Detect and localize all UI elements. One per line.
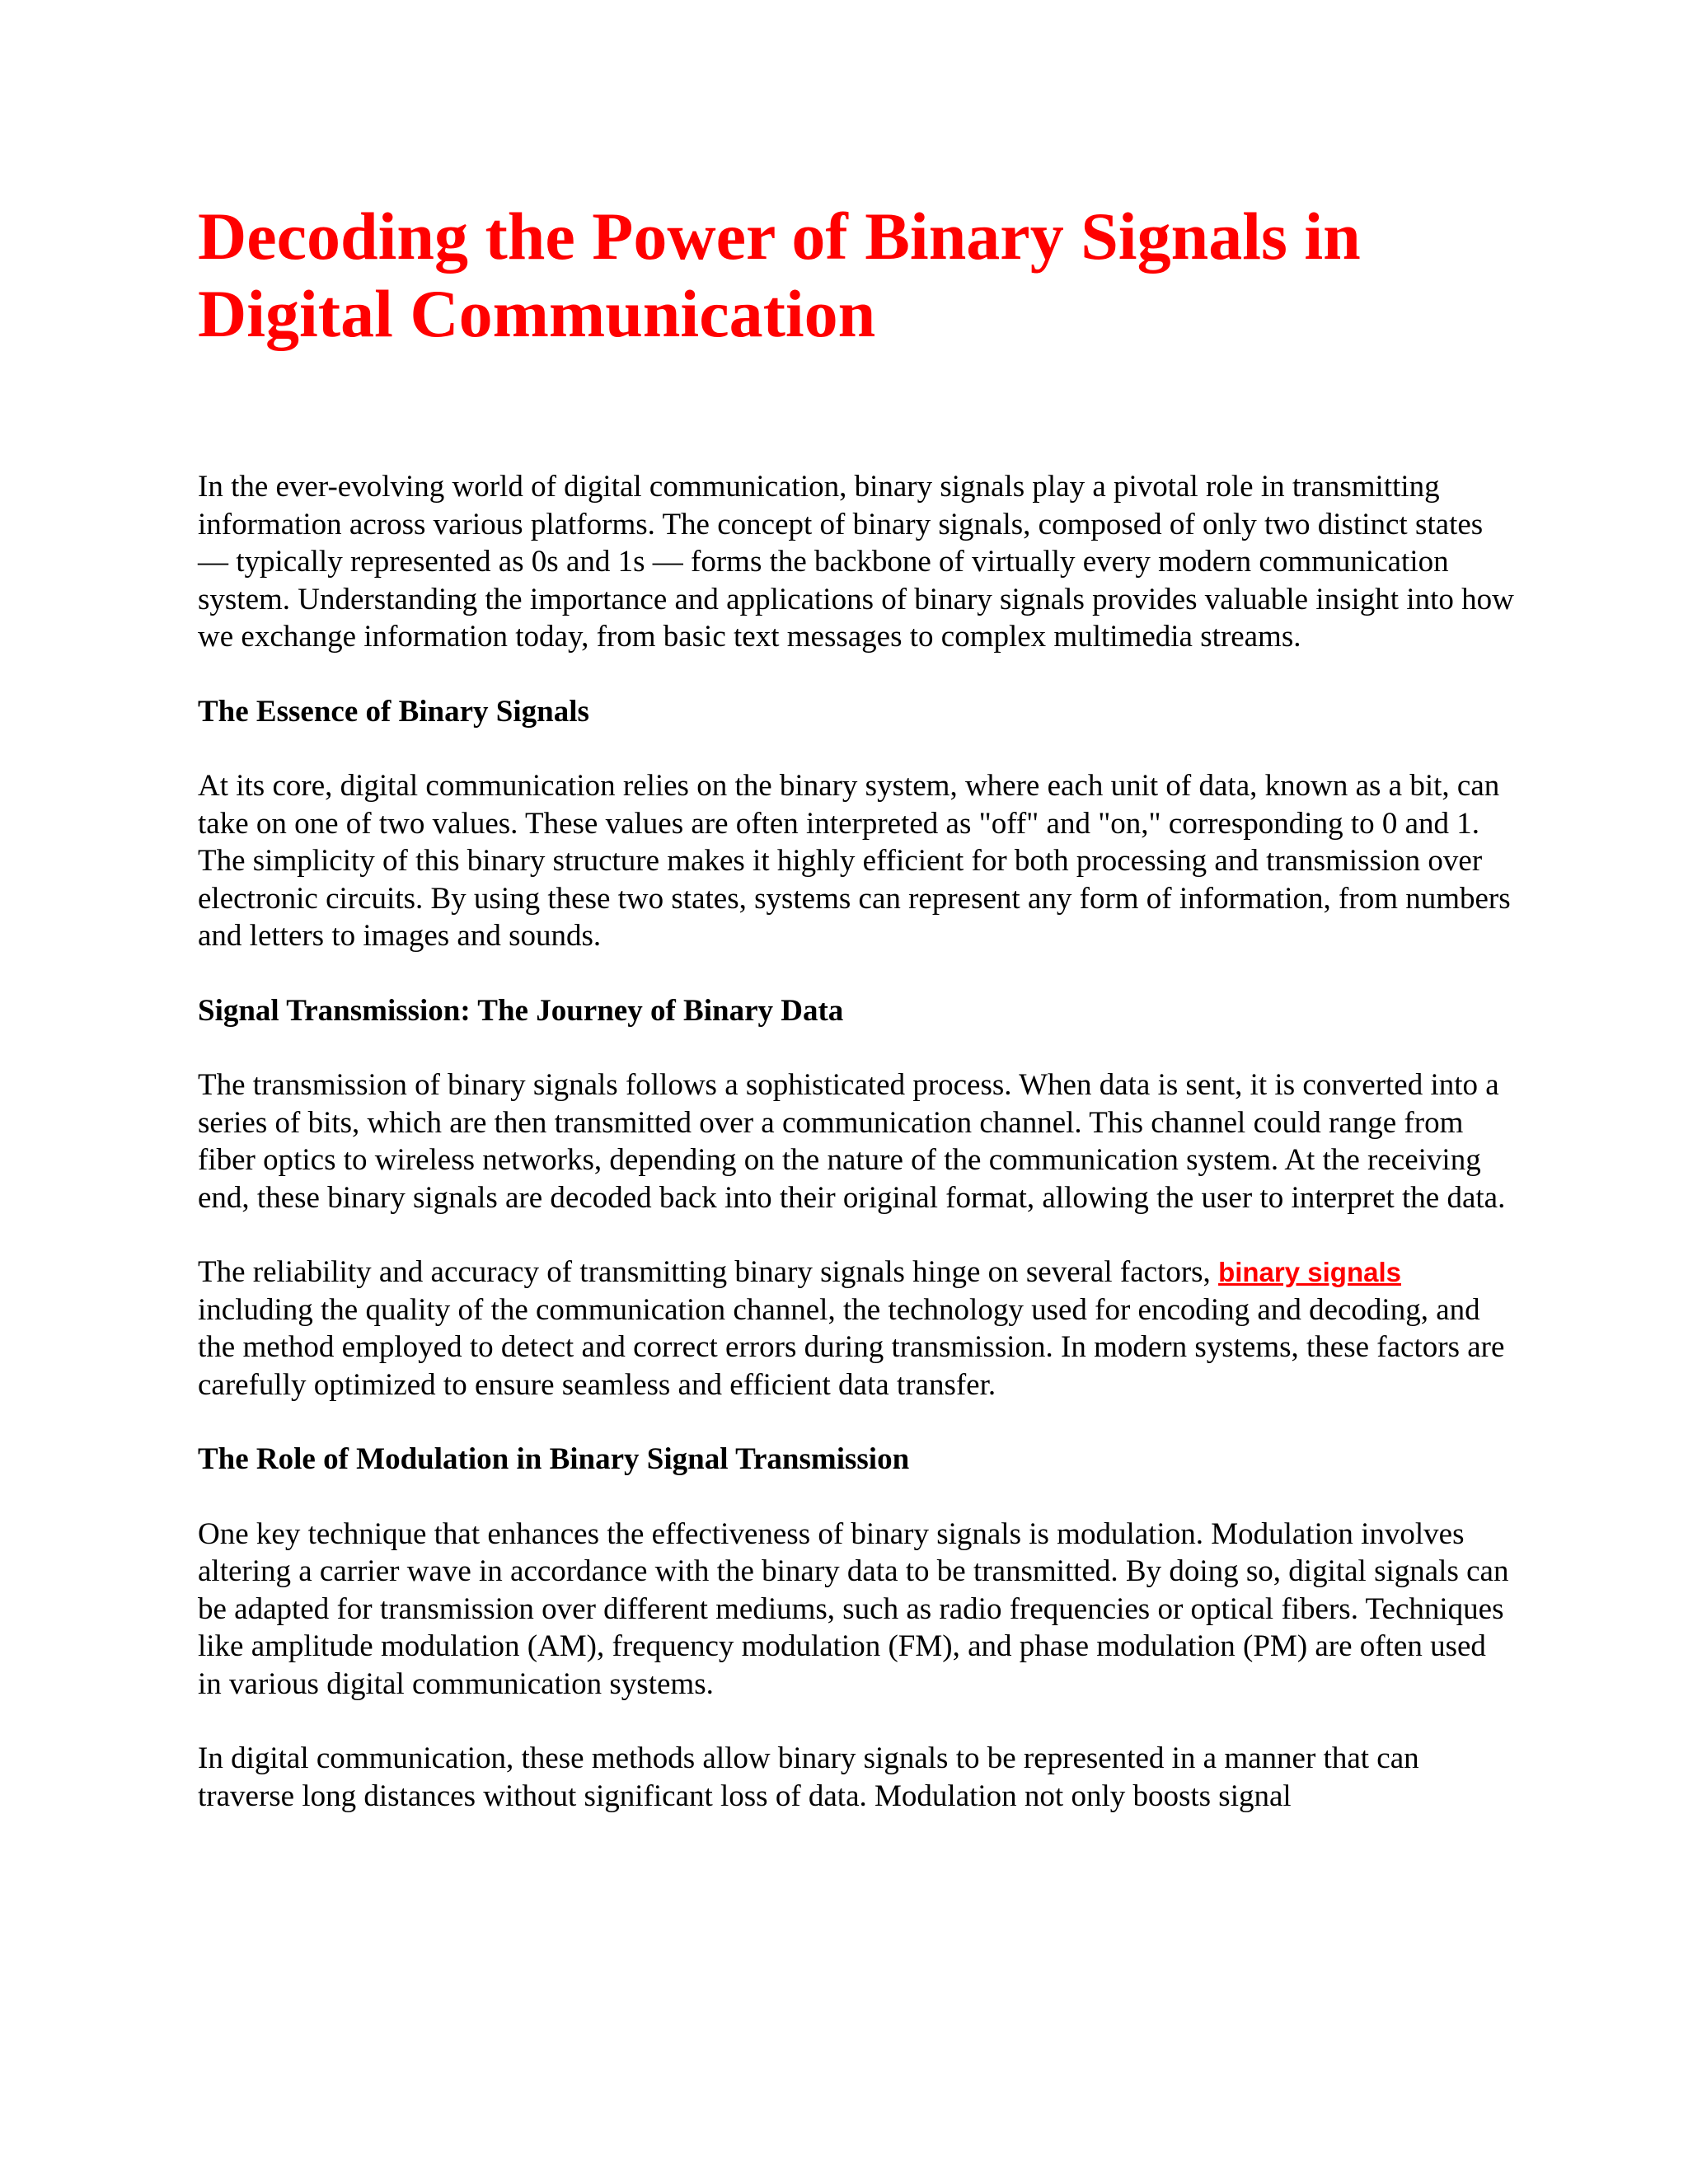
section-paragraph: The transmission of binary signals follows a sophisticated process. When data is sent, it is converted into a series of bits, which are then transmitted over a communication channel. This channel could range from fiber optics to wireless networks, depending on the nature of the communication system. At the receiving end, these binary signals are decoded back into their original format, allowing the user to interpret the data. (198, 1068, 1506, 1215)
section-heading-modulation: The Role of Modulation in Binary Signal Transmission (198, 1442, 910, 1476)
intro-paragraph: In the ever-evolving world of digital communication, binary signals play a pivotal role in transmitting information across various platforms. The concept of binary signals, composed of only two distinct states — typically represented as 0s and 1s — forms the backbone of virtually every modern communication system. Understanding the importance and applications of binary signals provides valuable insight into how we exchange information today, from basic text messages to complex multimedia streams. (198, 470, 1514, 654)
section-paragraph-with-link (198, 1254, 1517, 1404)
section-paragraph: In digital communication, these methods allow binary signals to be represented in a manner that can traverse long distances without significant loss of data. Modulation not only boosts signal (198, 1741, 1419, 1813)
section-heading-transmission: Signal Transmission: The Journey of Binary Data (198, 993, 844, 1028)
document-page (198, 198, 1517, 1852)
section-paragraph: At its core, digital communication relies on the binary system, where each unit of data, known as a bit, can take on one of two values. These values are often interpreted as "off" and "on," corresponding to 0 and 1. The simplicity of this binary structure makes it highly efficient for both processing and transmission over electronic circuits. By using these two states, systems can represent any form of information, from numbers and letters to images and sounds. (198, 769, 1511, 953)
section-paragraph: One key technique that enhances the effectiveness of binary signals is modulation. Modulation involves altering a carrier wave in accordance with the binary data to be transmitted. By doing so, digital signals can be adapted for transmission over different mediums, such as radio frequencies or optical fibers. Techniques like amplitude modulation (AM), frequency modulation (FM), and phase modulation (PM) are often used in various digital communication systems. (198, 1516, 1509, 1701)
paragraph-text-after-link: including the quality of the communication channel, the technology used for encoding and decoding, and the method employed to detect and correct errors during transmission. In modern systems, these factors are carefully optimized to ensure seamless and efficient data transfer. (198, 1292, 1505, 1402)
binary-signals-link[interactable]: binary signals (1218, 1257, 1401, 1287)
section-heading-essence: The Essence of Binary Signals (198, 694, 589, 729)
paragraph-text-before-link: The reliability and accuracy of transmitting binary signals hinge on several factors, (198, 1255, 1219, 1289)
page-title: Decoding the Power of Binary Signals in Digital Communication (198, 199, 1361, 351)
